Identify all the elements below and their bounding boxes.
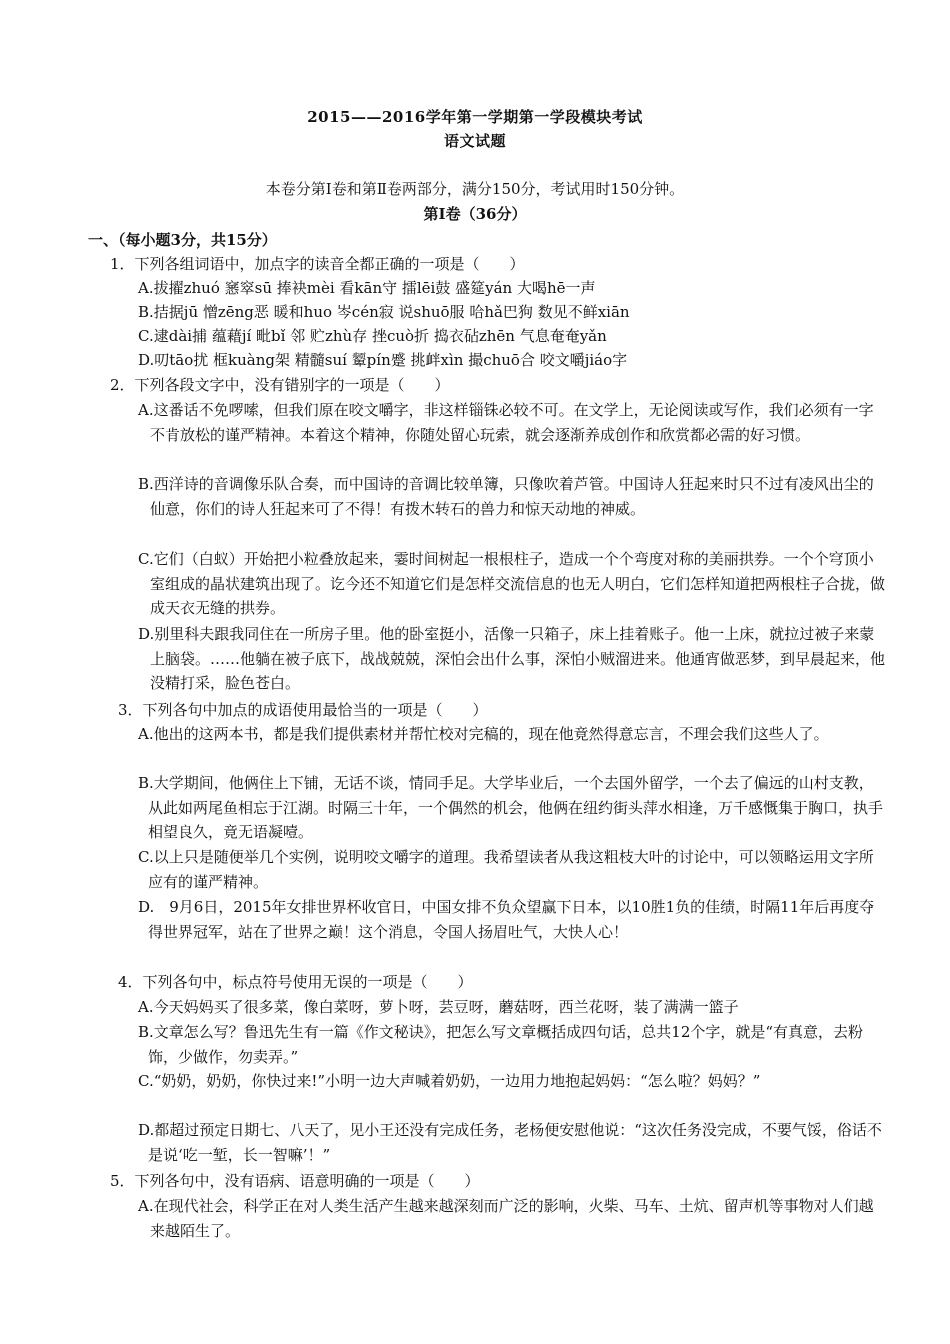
question-stem: 4．下列各句中，标点符号使用无误的一项是（ ） [118, 973, 473, 991]
question-option: C.“奶奶，奶奶，你快过来!”小明一边大声喊着奶奶，一边用力地抱起妈妈：“怎么啦？妈妈？” [138, 1072, 761, 1090]
question-option: D.别里科夫跟我同住在一所房子里。他的卧室挺小，活像一只箱子，床上挂着账子。他一上床，就拉过被子来蒙上脑袋。……他躺在被子底下，战战兢兢，深怕会出什么事，深怕小贼溜进来。他通宵做恶梦，到早晨起来，他没精打采，脸色苍白。 [138, 625, 886, 692]
question-option: A.这番话不免啰嗦，但我们原在咬文嚼字，非这样锱铢必较不可。在文学上，无论阅读或写作，我们必须有一字不肯放松的谨严精神。本着这个精神，你随处留心玩索，就会逐渐养成创作和欣赏都必需的好习惯。 [138, 401, 874, 444]
question-stem: 1．下列各组词语中，加点字的读音全都正确的一项是（ ） [110, 255, 525, 273]
question-option: C.逮dài捕 蕴藉jí 毗bǐ 邻 贮zhù存 挫cuò折 捣衣砧zhēn 气息奄奄yǎn [138, 327, 607, 345]
question-option: D.都超过预定日期七、八天了，见小王还没有完成任务，老杨便安慰他说：“这次任务没完成，不要气馁，俗话不是说‘吃一堑，长一智嘛’！” [138, 1121, 882, 1164]
question-stem: 3．下列各句中加点的成语使用最恰当的一项是（ ） [118, 701, 488, 719]
question-stem: 5．下列各句中，没有语病、语意明确的一项是（ ） [110, 1172, 480, 1190]
section-heading: 一、（每小题3分，共15分） [88, 231, 277, 249]
question-option: A.在现代社会，科学正在对人类生活产生越来越深刻而广泛的影响，火柴、马车、土炕、留声机等事物对人们越来越陌生了。 [138, 1197, 874, 1240]
question-option: B.拮据jū 憎zēng恶 暖和huo 岑cén寂 说shuō服 哈hǎ巴狗 数见不鲜xiān [138, 303, 630, 321]
exam-intro: 本卷分第Ⅰ卷和第Ⅱ卷两部分，满分150分，考试用时150分钟。 [265, 180, 685, 198]
exam-subtitle: 语文试题 [443, 132, 506, 150]
question-option: B.文章怎么写？鲁迅先生有一篇《作文秘诀》，把怎么写文章概括成四句话，总共12个字，就是“有真意，去粉饰，少做作，勿卖弄。” [138, 1023, 864, 1066]
question-option: A.今天妈妈买了很多菜，像白菜呀，萝卜呀，芸豆呀，蘑菇呀，西兰花呀，装了满满一篮子 [138, 998, 739, 1016]
question-option: A.拔擢zhuó 窸窣sū 捧袂mèi 看kān守 擂lēi鼓 盛筵yán 大喝hē一声 [138, 279, 596, 297]
exam-title: 2015——2016学年第一学期第一学段模块考试 [307, 108, 643, 126]
question-option: C.它们（白蚁）开始把小粒叠放起来，霎时间树起一根根柱子，造成一个个弯度对称的美丽拱券。一个个穹顶小室组成的晶状建筑出现了。讫今还不知道它们是怎样交流信息的也无人明白，它们怎样知道把两根柱子合拢，做成天衣无缝的拱券。 [138, 550, 886, 617]
question-stem: 2．下列各段文字中，没有错别字的一项是（ ） [110, 376, 450, 394]
question-option: D.叨tāo扰 框kuàng架 精髓suí 颦pín蹙 挑衅xìn 撮chuō合 咬文嚼jiáo字 [138, 351, 628, 369]
question-option: A.他出的这两本书，都是我们提供素材并帮忙校对完稿的，现在他竟然得意忘言，不理会我们这些人了。 [138, 725, 829, 743]
question-option: B.大学期间，他俩住上下铺，无话不谈，情同手足。大学毕业后，一个去国外留学，一个去了偏远的山村支教，从此如两尾鱼相忘于江湖。时隔三十年，一个偶然的机会，他俩在纽约街头萍水相逢，万千感慨集于胸口，执手相望良久，竟无语凝噎。 [138, 774, 884, 841]
question-option: D. 9月6日，2015年女排世界杯收官日，中国女排不负众望赢下日本，以10胜1负的佳绩，时隔11年后再度夺得世界冠军，站在了世界之巅！这个消息，令国人扬眉吐气，大快人心！ [138, 898, 875, 941]
volume-heading: 第Ⅰ卷（36分） [423, 205, 527, 223]
question-option: B.西洋诗的音调像乐队合奏，而中国诗的音调比较单簿，只像吹着芦管。中国诗人狂起来时只不过有凌风出尘的仙意，你们的诗人狂起来可了不得！有拨木转石的兽力和惊天动地的神威。 [138, 475, 874, 518]
question-option: C.以上只是随便举几个实例，说明咬文嚼字的道理。我希望读者从我这粗枝大叶的讨论中，可以领略运用文字所应有的谨严精神。 [138, 848, 874, 891]
